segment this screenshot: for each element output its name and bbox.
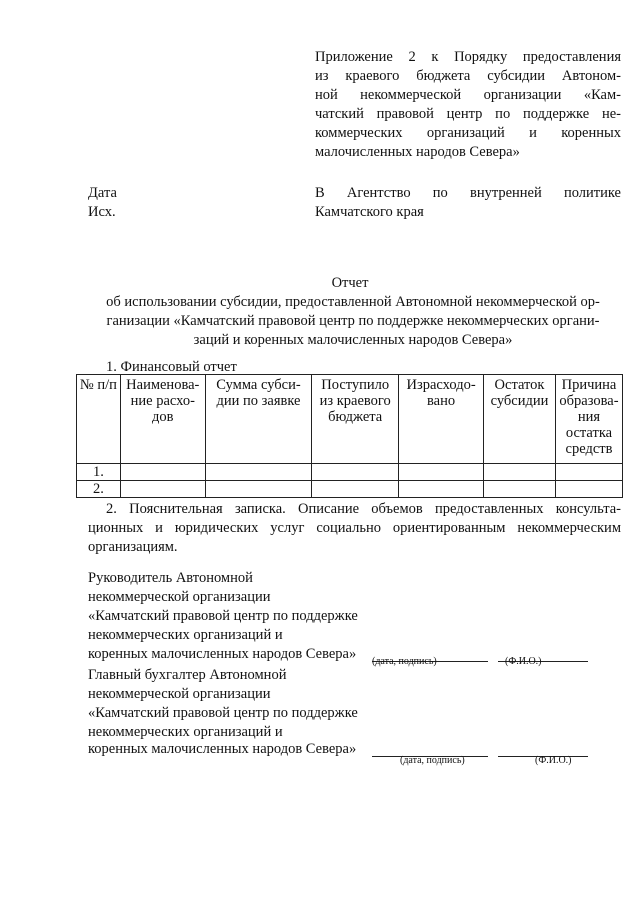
table-cell[interactable] — [312, 481, 399, 498]
appendix-line: из краевого бюджета субсидии Автоном- — [315, 68, 621, 84]
column-header: Сумма субси- дии по заявке — [205, 375, 312, 464]
table-header-row — [77, 375, 623, 464]
column-header: Остаток субсидии — [484, 375, 556, 464]
signatory-line: коренных малочисленных народов Севера» — [88, 646, 357, 662]
table-row — [77, 481, 623, 498]
section2-line: ционных и юридических услуг социально ориентированным некоммерческим — [88, 520, 621, 536]
table-cell[interactable] — [205, 464, 312, 481]
appendix-line: ной некоммерческой организации «Кам- — [315, 87, 621, 103]
column-header: Израсходо- вано — [399, 375, 484, 464]
signatory-line: «Камчатский правовой центр по поддержке — [88, 705, 358, 721]
table-cell[interactable] — [399, 481, 484, 498]
table-cell[interactable] — [120, 464, 205, 481]
table-cell[interactable] — [484, 464, 556, 481]
report-subtitle-line: заций и коренных малочисленных народов Севера» — [193, 332, 513, 348]
name-caption: (Ф.И.О.) — [505, 656, 542, 667]
date-label: Дата — [88, 185, 117, 201]
table-cell[interactable] — [399, 464, 484, 481]
column-header: Наименова- ние расхо- дов — [120, 375, 205, 464]
table-row — [77, 464, 623, 481]
appendix-line: малочисленных народов Севера» — [315, 144, 520, 160]
table-cell[interactable]: 1. — [77, 464, 121, 481]
name-caption: (Ф.И.О.) — [535, 755, 572, 766]
addressee-line: В Агентство по внутренней политике — [315, 185, 621, 201]
table-cell[interactable] — [205, 481, 312, 498]
appendix-line: Приложение 2 к Порядку предоставления — [315, 49, 621, 65]
section1-heading: 1. Финансовый отчет — [106, 359, 237, 375]
signatory-line: коренных малочисленных народов Севера» — [88, 741, 357, 757]
report-subtitle-line: об использовании субсидии, предоставленной Автономной некоммерческой ор- — [106, 294, 600, 310]
column-header: Причина образова- ния остатка средств — [555, 375, 622, 464]
report-subtitle-line: ганизации «Камчатский правовой центр по поддержке некоммерческих органи- — [106, 313, 600, 329]
table-cell[interactable] — [312, 464, 399, 481]
appendix-line: чатский правовой центр по поддержке не- — [315, 106, 621, 122]
column-header: № п/п — [77, 375, 121, 464]
table-cell[interactable] — [484, 481, 556, 498]
signatory-line: некоммерческих организаций и — [88, 724, 283, 740]
section2-line: 2. Пояснительная записка. Описание объемов предоставленных консульта- — [106, 501, 621, 517]
signatory-line: некоммерческих организаций и — [88, 627, 283, 643]
table-cell[interactable] — [555, 464, 622, 481]
financial-report-table — [76, 374, 623, 498]
table-cell[interactable]: 2. — [77, 481, 121, 498]
signatory-line: Руководитель Автономной — [88, 570, 253, 586]
appendix-line: коммерческих организаций и коренных — [315, 125, 621, 141]
signatory-line: некоммерческой организации — [88, 589, 271, 605]
ref-label: Исх. — [88, 204, 116, 220]
table-cell[interactable] — [555, 481, 622, 498]
signatory-line: Главный бухгалтер Автономной — [88, 667, 287, 683]
column-header: Поступило из краевого бюджета — [312, 375, 399, 464]
signatory-line: «Камчатский правовой центр по поддержке — [88, 608, 358, 624]
report-title: Отчет — [331, 275, 369, 291]
sign-caption: (дата, подпись) — [372, 656, 437, 667]
signatory-line: некоммерческой организации — [88, 686, 271, 702]
addressee-line: Камчатского края — [315, 204, 424, 220]
section2-line: организациям. — [88, 539, 178, 555]
sign-caption: (дата, подпись) — [400, 755, 465, 766]
table-cell[interactable] — [120, 481, 205, 498]
